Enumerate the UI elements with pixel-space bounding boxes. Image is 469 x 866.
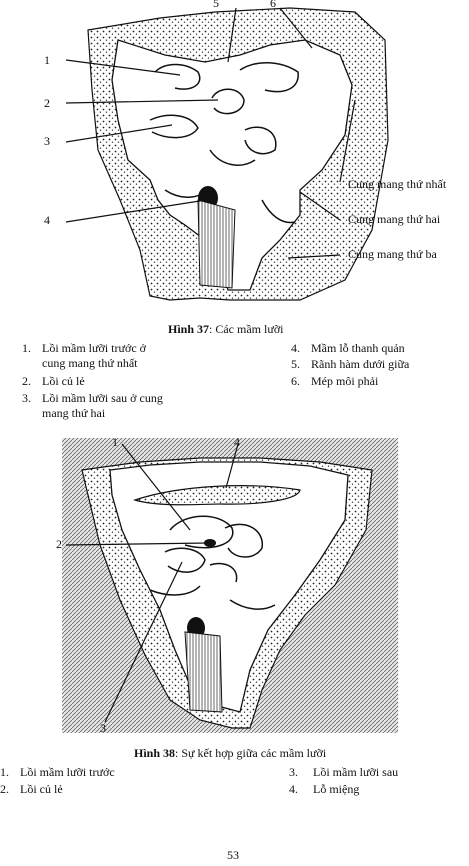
fig37-label-1: 1 — [44, 53, 50, 67]
fig38-caption — [134, 746, 326, 760]
fig38-legend-item-1: 1. Lồi mầm lưỡi trước — [0, 765, 115, 779]
fig38-label-3: 3 — [100, 721, 106, 735]
fig37-caption-bold: Hình 37 — [168, 322, 210, 336]
fig37-arch-2: Cung mang thứ hai — [348, 212, 441, 226]
fig37-arch-1: Cung mang thứ nhất — [348, 177, 447, 191]
fig38-label-2: 2 — [56, 537, 62, 551]
fig37-legend-item-5: 5. Rãnh hàm dưới giữa — [291, 357, 410, 371]
fig37-legend-item-1: 1. Lồi mầm lưỡi trước ở cung mang thứ nhất — [22, 341, 147, 370]
fig38-larynx-tube — [185, 632, 222, 712]
fig37-arch-3: Cung mang thứ ba — [348, 247, 437, 261]
fig37-caption-text: : Các mầm lưỡi — [209, 322, 284, 336]
fig37-legend-item-3: 3. Lồi mầm lưỡi sau ở cung mang thứ hai — [22, 391, 163, 420]
fig38-legend-item-3: 3. Lồi mầm lưỡi sau — [289, 765, 399, 779]
page-number: 53 — [227, 848, 239, 862]
fig38-legend-item-4: 4. Lỗ miệng — [289, 782, 360, 796]
fig37-label-5: 5 — [213, 0, 219, 10]
fig37-label-4: 4 — [44, 213, 50, 227]
fig37-legend-item-2: 2. Lồi củ lẻ — [22, 374, 85, 388]
fig38-label-4: 4 — [234, 435, 240, 449]
fig38-caption-bold: Hình 38 — [134, 746, 176, 760]
fig38-caption-text: : Sự kết hợp giữa các mầm lưỡi — [175, 746, 327, 760]
fig37-label-2: 2 — [44, 96, 50, 110]
fig37-legend-item-4: 4. Mầm lỗ thanh quản — [291, 341, 405, 355]
fig37-legend-item-6: 6. Mép môi phải — [291, 374, 379, 388]
fig38-label-1: 1 — [112, 435, 118, 449]
fig37-label-6: 6 — [270, 0, 276, 10]
fig38-legend-item-2: 2. Lồi củ lẻ — [0, 782, 63, 796]
fig37-label-3: 3 — [44, 134, 50, 148]
